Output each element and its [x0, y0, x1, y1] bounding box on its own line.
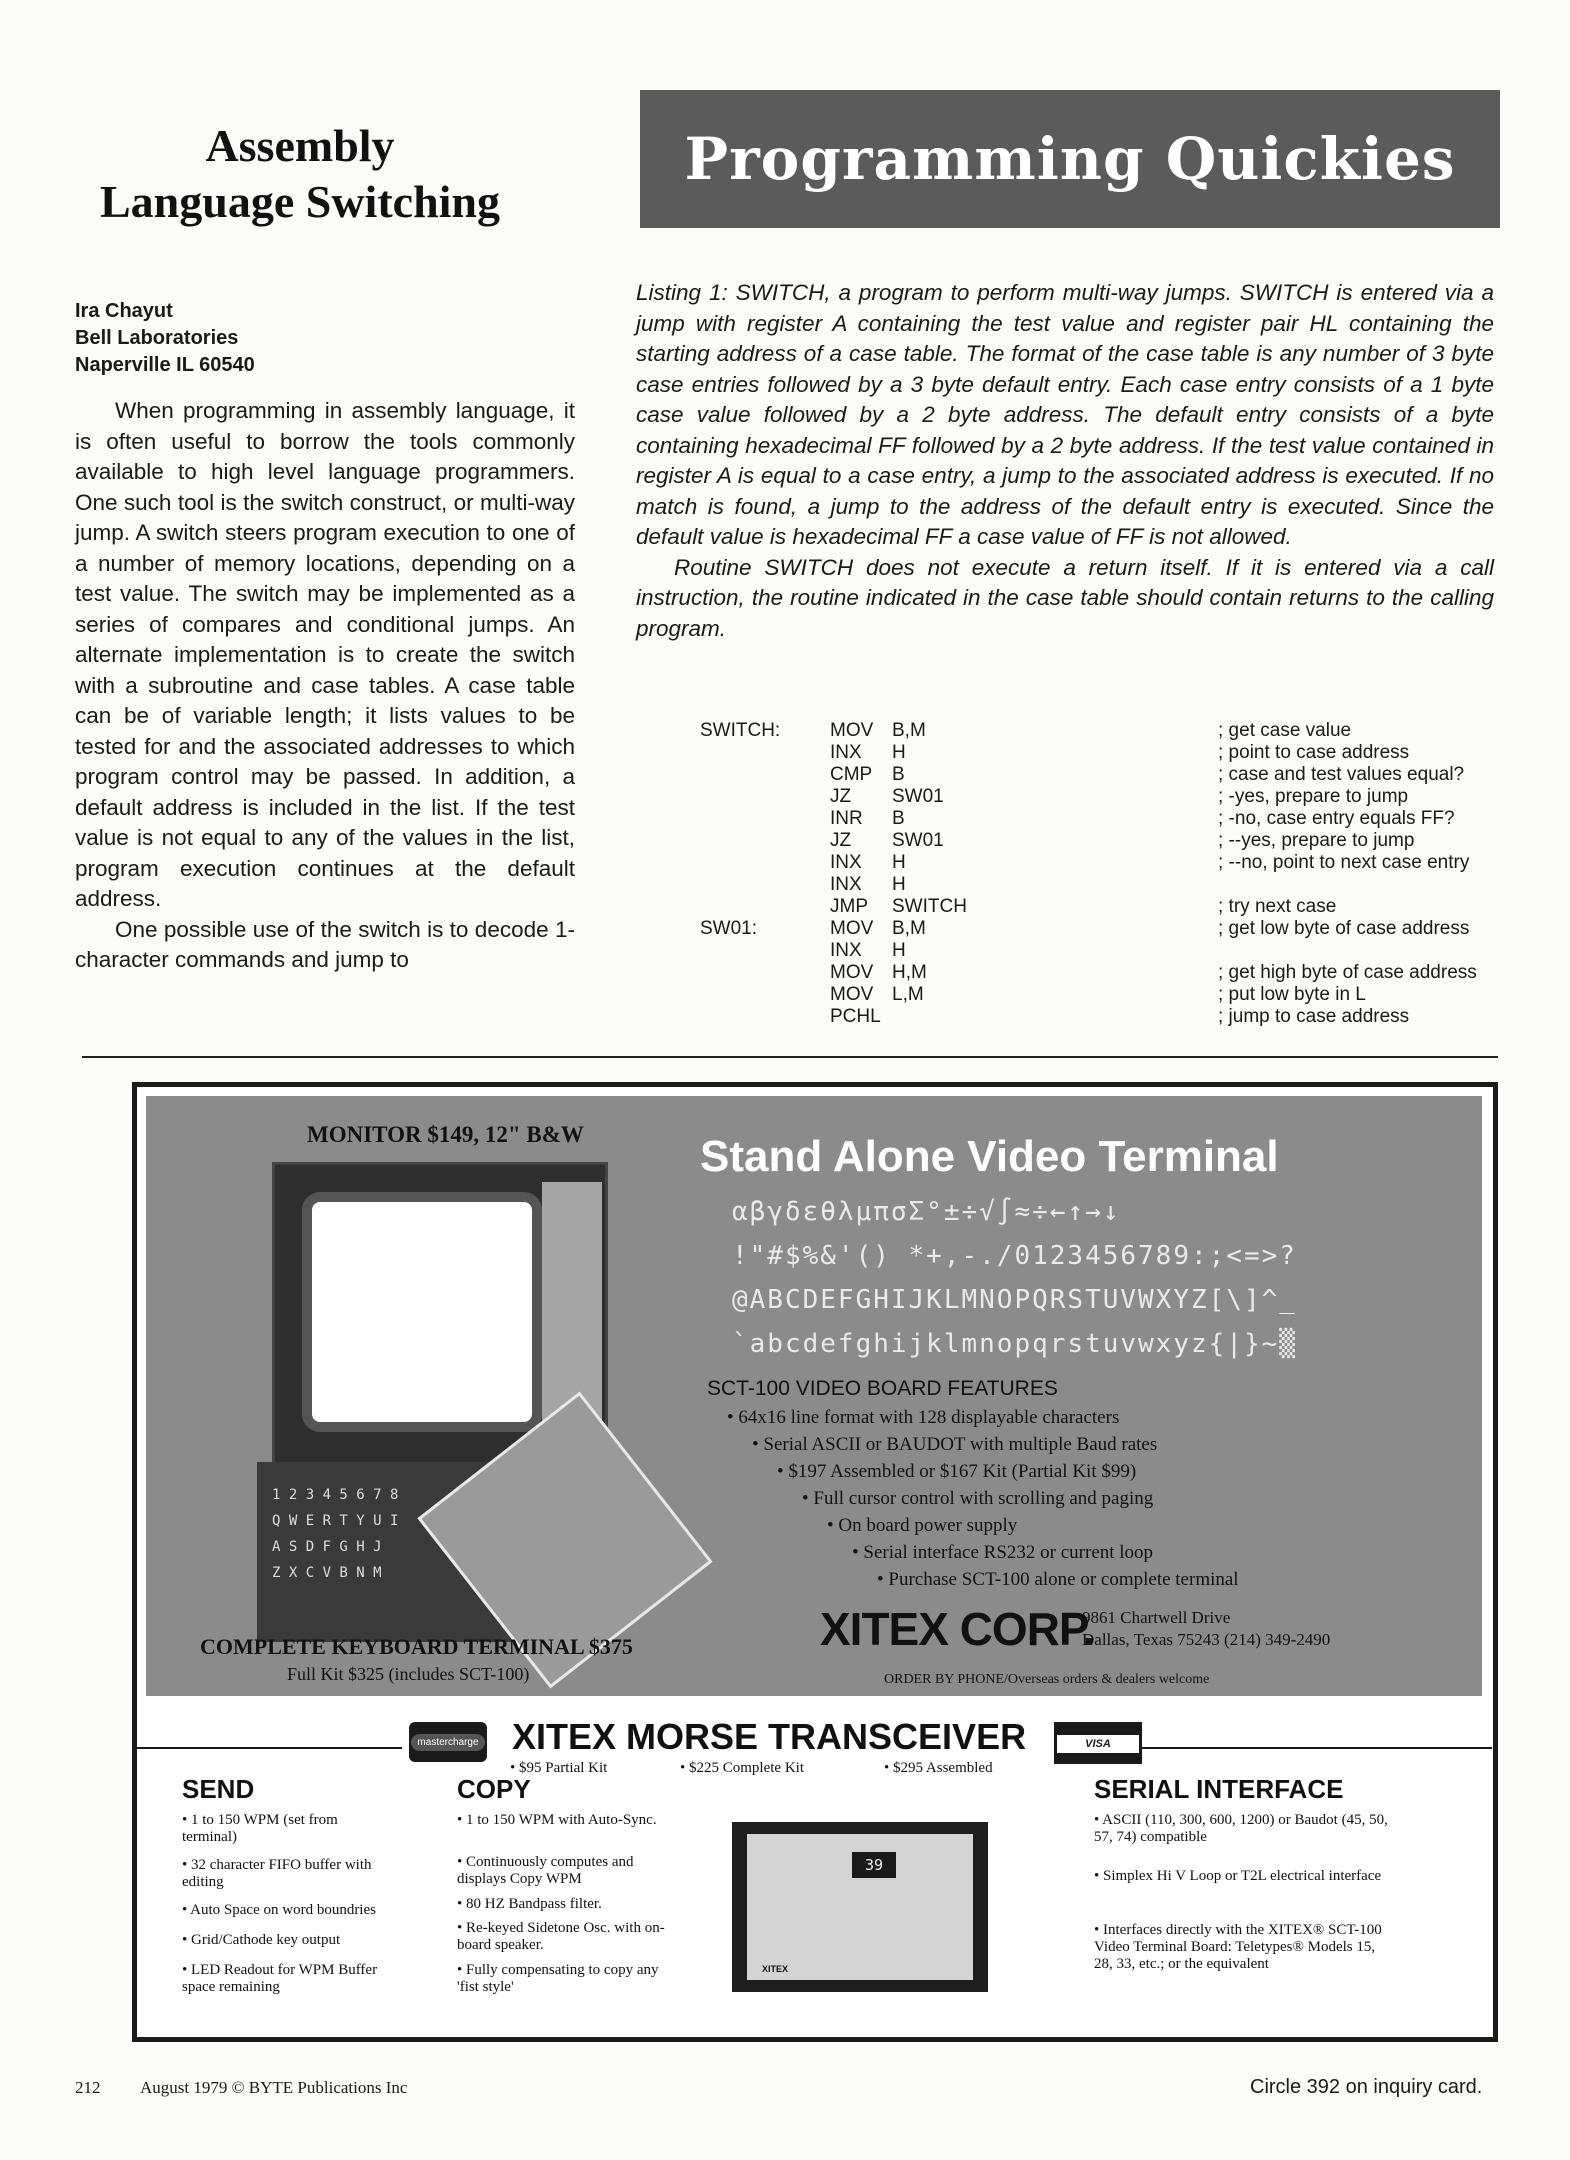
listing-description: Listing 1: SWITCH, a program to perform multi-way jumps. SWITCH is entered via a jump with register A containing the test value and register pair HL containing the starting address of a case table. The format of the case table is any number of 3 byte case entries followed by a 3 byte default entry. Each case entry consists of a 1 byte case value followed by a 2 byte address. The default entry consists of a byte containing hexadecimal FF followed by a 2 byte address. If the test value contained in register A is equal to a case entry, a jump to the associated address is executed. If no match is found, a jump to the address of the default entry is executed. Since the default value is hexadecimal FF a case value of FF is not allowed. [636, 280, 1494, 549]
code-label [700, 1006, 830, 1028]
transceiver-display: 39 [852, 1852, 896, 1878]
serial-item: • ASCII (110, 300, 600, 1200) or Baudot (45, 50, 57, 74) compatible [1094, 1812, 1388, 1845]
features-title: SCT-100 VIDEO BOARD FEATURES [707, 1377, 1058, 1400]
code-operand: B,M [892, 720, 926, 741]
code-opcode: INX [830, 742, 862, 763]
price-complete: • $225 Complete Kit [680, 1760, 804, 1776]
copy-item: • Fully compensating to copy any 'fist style' [457, 1962, 659, 1995]
listing-caption [636, 278, 1494, 644]
code-comment: ; --no, point to next case entry [1218, 852, 1470, 873]
code-label [700, 808, 830, 830]
send-item: • 1 to 150 WPM (set from terminal) [182, 1812, 338, 1845]
code-comment: ; get low byte of case address [1218, 918, 1470, 939]
code-label [700, 940, 830, 962]
author-block [75, 298, 595, 379]
code-operand: L,M [892, 984, 924, 1005]
code-opcode: CMP [830, 764, 873, 785]
page-number: 212 [75, 2078, 101, 2097]
code-label [700, 874, 830, 896]
feature-item: • Serial interface RS232 or current loop [852, 1542, 1154, 1563]
author-name: Ira Chayut [75, 300, 173, 322]
code-opcode: INX [830, 940, 862, 961]
code-comment: ; put low byte in L [1218, 984, 1366, 1005]
code-operand: B [892, 764, 905, 785]
character-set [732, 1190, 1432, 1366]
code-comment: ; case and test values equal? [1218, 764, 1465, 785]
code-opcode: JZ [830, 786, 852, 807]
charset-line: @ABCDEFGHIJKLMNOPQRSTUVWXYZ[\]^_ [732, 1285, 1297, 1315]
title-line-2: Language Switching [99, 176, 501, 227]
code-opcode: MOV [830, 962, 874, 983]
code-row [700, 830, 1520, 852]
ad-headline: Stand Alone Video Terminal [700, 1132, 1279, 1181]
keyboard-kit-price: Full Kit $325 (includes SCT-100) [287, 1664, 530, 1684]
code-comment [1218, 874, 1518, 896]
feature-item: • Full cursor control with scrolling and paging [802, 1488, 1154, 1509]
section-banner [640, 90, 1500, 228]
copy-title: COPY [457, 1774, 531, 1804]
code-comment: ; get case value [1218, 720, 1352, 741]
code-opcode: JMP [830, 896, 868, 917]
code-opcode: INX [830, 874, 862, 895]
code-comment [1218, 940, 1518, 962]
key-row: 1 2 3 4 5 6 7 8 [272, 1487, 399, 1503]
morse-title: XITEX MORSE TRANSCEIVER [512, 1716, 1027, 1757]
price-assembled: • $295 Assembled [884, 1760, 993, 1776]
send-title: SEND [182, 1774, 255, 1804]
code-opcode: MOV [830, 984, 874, 1005]
visa-logo [1054, 1722, 1142, 1764]
code-operand: H [892, 742, 906, 763]
serial-title: SERIAL INTERFACE [1094, 1774, 1344, 1804]
send-item: • Auto Space on word boundries [182, 1902, 376, 1918]
inquiry-note: Circle 392 on inquiry card. [1250, 2076, 1483, 2098]
code-opcode: INX [830, 852, 862, 873]
send-item: • LED Readout for WPM Buffer space remaining [182, 1962, 378, 1995]
code-row [700, 962, 1520, 984]
code-row [700, 918, 1520, 940]
advertisement [132, 1082, 1498, 2042]
feature-item: • Serial ASCII or BAUDOT with multiple Baud rates [752, 1434, 1158, 1455]
footer-date: August 1979 © BYTE Publications Inc [140, 2078, 408, 2097]
feature-item: • $197 Assembled or $167 Kit (Partial Kit $99) [777, 1461, 1137, 1482]
code-opcode: INR [830, 808, 863, 829]
code-row [700, 896, 1520, 918]
company-address: 9861 Chartwell Drive [1082, 1608, 1231, 1627]
code-label [700, 962, 830, 984]
divider [82, 1056, 1498, 1058]
code-row [700, 786, 1520, 808]
code-label [700, 786, 830, 808]
transceiver-brand: XITEX [762, 1964, 789, 1974]
copy-item: • Re-keyed Sidetone Osc. with on-board speaker. [457, 1920, 665, 1953]
send-item: • Grid/Cathode key output [182, 1932, 341, 1948]
code-label: SW01: [700, 918, 758, 939]
code-opcode: PCHL [830, 1006, 881, 1027]
code-row [700, 984, 1520, 1006]
title-line-1: Assembly [205, 120, 395, 171]
code-label [700, 984, 830, 1006]
article-title [90, 118, 510, 230]
listing-note: Routine SWITCH does not execute a return itself. If it is entered via a call instruction, the routine indicated in the case table should contain returns to the calling program. [636, 554, 1494, 641]
code-operand: SW01 [892, 786, 944, 807]
article-body [75, 396, 575, 976]
send-item: • 32 character FIFO buffer with editing [182, 1857, 372, 1890]
keyboard-terminal-price: COMPLETE KEYBOARD TERMINAL $375 [200, 1634, 633, 1659]
code-operand: H [892, 874, 906, 895]
company-phone: Dallas, Texas 75243 (214) 349-2490 [1082, 1630, 1331, 1649]
code-opcode: JZ [830, 830, 852, 851]
company-logo: XITEX CORP. [820, 1603, 1095, 1655]
feature-item: • 64x16 line format with 128 displayable characters [727, 1407, 1120, 1428]
price-partial: • $95 Partial Kit [510, 1760, 608, 1776]
morse-rule-left [132, 1747, 402, 1749]
monitor-label: MONITOR $149, 12" B&W [307, 1122, 584, 1147]
author-location: Naperville IL 60540 [75, 354, 255, 376]
code-label [700, 742, 830, 764]
code-operand: B,M [892, 918, 926, 939]
code-operand: H [892, 852, 906, 873]
paragraph: One possible use of the switch is to decode 1-character commands and jump to [75, 916, 575, 972]
code-opcode: MOV [830, 720, 874, 741]
code-label [700, 764, 830, 786]
key-row: Q W E R T Y U I [272, 1513, 399, 1529]
code-comment: ; -no, case entry equals FF? [1218, 808, 1455, 829]
code-operand: SWITCH [892, 896, 967, 917]
copy-item: • Continuously computes and displays Copy WPM [457, 1854, 634, 1887]
code-row [700, 720, 1520, 742]
code-row [700, 742, 1520, 764]
serial-item: • Interfaces directly with the XITEX® SCT-100 Video Terminal Board: Teletypes® Models 15, 28, 33, etc.; or the equivalent [1094, 1922, 1382, 1972]
code-label [700, 896, 830, 918]
code-comment: ; --yes, prepare to jump [1218, 830, 1415, 851]
copy-item: • 80 HZ Bandpass filter. [457, 1896, 602, 1912]
code-row [700, 808, 1520, 830]
copy-item: • 1 to 150 WPM with Auto-Sync. [457, 1812, 657, 1828]
code-row [700, 852, 1520, 874]
visa-text: VISA [1085, 1738, 1111, 1750]
code-operand: H [892, 940, 906, 961]
banner-text: Programming Quickies [684, 125, 1456, 193]
code-comment: ; point to case address [1218, 742, 1410, 763]
code-label: SWITCH: [700, 720, 781, 741]
feature-item: • On board power supply [827, 1515, 1018, 1536]
code-opcode: MOV [830, 918, 874, 939]
monitor-screen [302, 1192, 542, 1432]
feature-item: • Purchase SCT-100 alone or complete terminal [877, 1569, 1239, 1590]
code-row [700, 764, 1520, 786]
charset-line: !"#$%&'() *+,-./0123456789:;<=>? [732, 1241, 1297, 1271]
code-row [700, 874, 1520, 896]
code-row [700, 1006, 1520, 1028]
code-listing [700, 720, 1520, 1028]
code-operand: SW01 [892, 830, 944, 851]
key-row: Z X C V B N M [272, 1565, 382, 1581]
paragraph: When programming in assembly language, it is often useful to borrow the tools commonly available to high level language programmers. One such tool is the switch construct, or multi-way jump. A switch steers program execution to one of a number of memory locations, depending on a test value. The switch may be implemented as a series of compares and conditional jumps. An alternate implementation is to create the switch with a subroutine and case tables. A case table can be of variable length; it lists values to be tested for and the associated addresses to which program control may be passed. In addition, a default address is included in the list. If the test value is not equal to any of the values in the list, program execution continues at the default address. [75, 398, 575, 911]
serial-item: • Simplex Hi V Loop or T2L electrical interface [1094, 1868, 1382, 1884]
mastercharge-text: mastercharge [411, 1734, 484, 1751]
key-row: A S D F G H J [272, 1539, 382, 1555]
code-operand: H,M [892, 962, 927, 983]
code-comment: ; try next case [1218, 896, 1337, 917]
code-label [700, 830, 830, 852]
mastercharge-logo [409, 1722, 487, 1762]
author-org: Bell Laboratories [75, 327, 239, 349]
order-line: ORDER BY PHONE/Overseas orders & dealers welcome [884, 1672, 1210, 1687]
code-row [700, 940, 1520, 962]
morse-rule-right [1142, 1747, 1492, 1749]
code-operand [892, 1006, 1218, 1028]
charset-line: `abcdefghijklmnopqrstuvwxyz{|}~▒ [732, 1329, 1297, 1359]
code-comment: ; get high byte of case address [1218, 962, 1477, 983]
code-comment: ; -yes, prepare to jump [1218, 786, 1409, 807]
code-operand: B [892, 808, 905, 829]
charset-line: αβγδεθλμπσΣ°±÷√∫≈÷←↑→↓ [732, 1197, 1121, 1227]
code-comment: ; jump to case address [1218, 1006, 1410, 1027]
code-label [700, 852, 830, 874]
